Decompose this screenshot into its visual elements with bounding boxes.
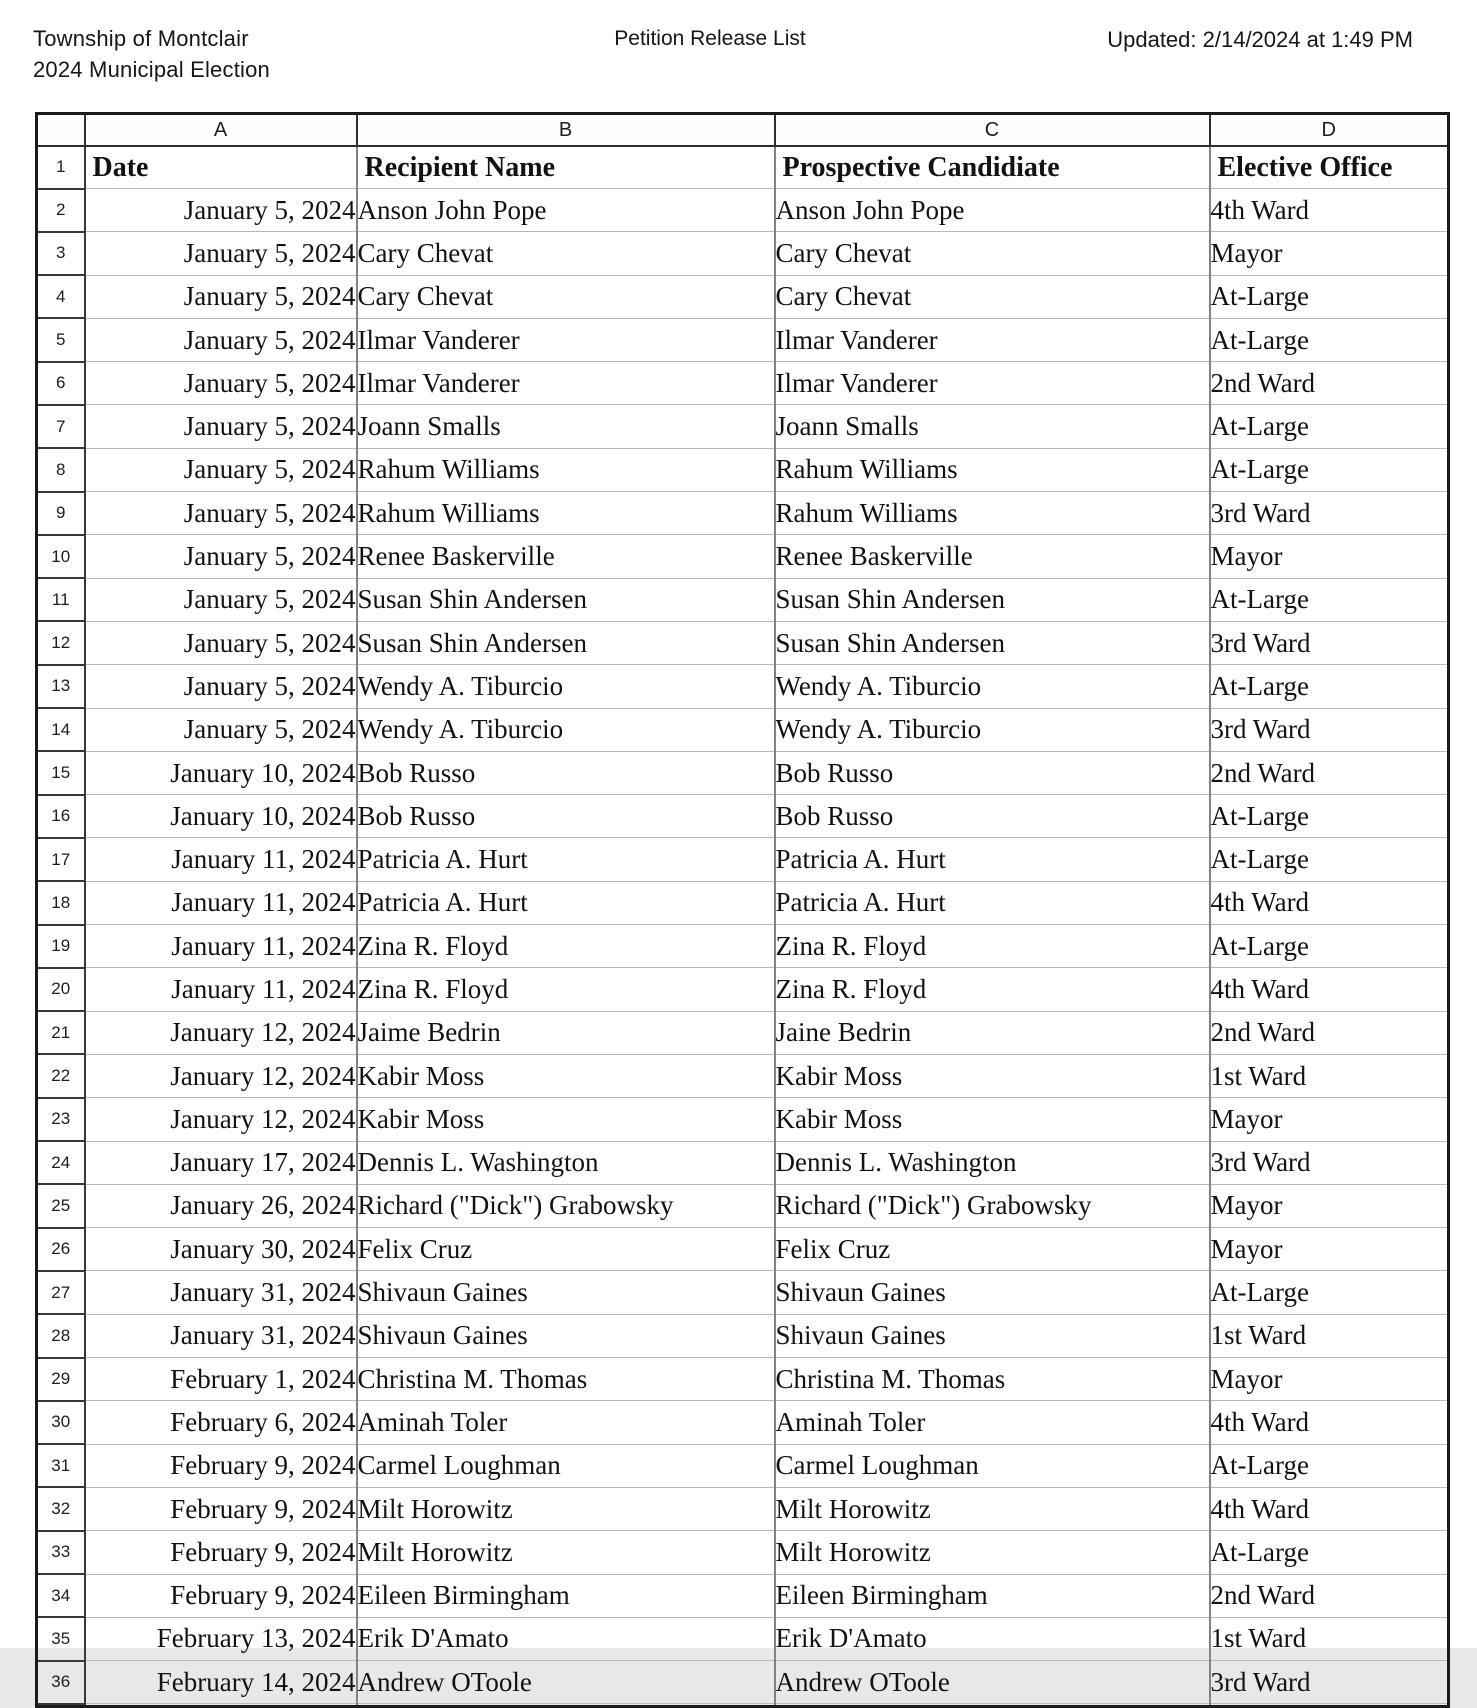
date-cell: February 9, 2024 — [85, 1487, 357, 1530]
table-row — [37, 232, 1449, 275]
row-number-cell: 29 — [37, 1358, 85, 1401]
row-number-cell: 9 — [37, 492, 85, 535]
recipient-cell: Anson John Pope — [357, 189, 775, 232]
recipient-cell: Patricia A. Hurt — [357, 881, 775, 924]
recipient-cell: Kabir Moss — [357, 1054, 775, 1097]
petition-table — [35, 112, 1450, 1708]
office-cell: Mayor — [1210, 1098, 1449, 1141]
row-number-cell: 24 — [37, 1141, 85, 1184]
row-number-cell: 6 — [37, 362, 85, 405]
date-cell: January 12, 2024 — [85, 1098, 357, 1141]
row-number-cell: 2 — [37, 189, 85, 232]
table-row — [37, 1487, 1449, 1530]
empty-partial-row — [37, 1704, 1449, 1707]
candidate-cell: Felix Cruz — [775, 1228, 1210, 1271]
election-name: 2024 Municipal Election — [33, 57, 270, 82]
candidate-cell: Kabir Moss — [775, 1054, 1210, 1097]
date-cell — [85, 1704, 357, 1707]
office-cell: Mayor — [1210, 1358, 1449, 1401]
candidate-cell: Ilmar Vanderer — [775, 362, 1210, 405]
candidate-cell: Andrew OToole — [775, 1661, 1210, 1704]
candidate-cell — [775, 1704, 1210, 1707]
column-letter-b: B — [357, 114, 775, 147]
candidate-cell: Ilmar Vanderer — [775, 318, 1210, 361]
row-number-cell: 4 — [37, 275, 85, 318]
row-number-cell: 25 — [37, 1184, 85, 1227]
candidate-cell: Dennis L. Washington — [775, 1141, 1210, 1184]
date-cell: January 11, 2024 — [85, 838, 357, 881]
date-cell: February 14, 2024 — [85, 1661, 357, 1704]
candidate-cell: Bob Russo — [775, 751, 1210, 794]
row-number-cell: 16 — [37, 795, 85, 838]
row-number-cell: 10 — [37, 535, 85, 578]
table-row — [37, 492, 1449, 535]
candidate-cell: Kabir Moss — [775, 1098, 1210, 1141]
office-cell: At-Large — [1210, 665, 1449, 708]
recipient-cell: Rahum Williams — [357, 492, 775, 535]
candidate-cell: Shivaun Gaines — [775, 1314, 1210, 1357]
table-row — [37, 621, 1449, 664]
office-cell: At-Large — [1210, 1444, 1449, 1487]
table-row — [37, 1358, 1449, 1401]
candidate-cell: Anson John Pope — [775, 189, 1210, 232]
row-number-cell: 26 — [37, 1228, 85, 1271]
row-number-cell: 28 — [37, 1314, 85, 1357]
candidate-cell: Susan Shin Andersen — [775, 621, 1210, 664]
row-number-cell: 8 — [37, 448, 85, 491]
row-number-cell: 14 — [37, 708, 85, 751]
recipient-cell: Rahum Williams — [357, 448, 775, 491]
table-row — [37, 1531, 1449, 1574]
recipient-cell: Carmel Loughman — [357, 1444, 775, 1487]
date-cell: January 5, 2024 — [85, 535, 357, 578]
table-row — [37, 1228, 1449, 1271]
office-cell: 2nd Ward — [1210, 1011, 1449, 1054]
table-row — [37, 362, 1449, 405]
row-number-cell: 33 — [37, 1531, 85, 1574]
row-number-cell: 13 — [37, 665, 85, 708]
date-cell: January 10, 2024 — [85, 751, 357, 794]
table-row — [37, 1271, 1449, 1314]
recipient-cell: Susan Shin Andersen — [357, 578, 775, 621]
candidate-cell: Zina R. Floyd — [775, 968, 1210, 1011]
candidate-cell: Milt Horowitz — [775, 1487, 1210, 1530]
table-row — [37, 448, 1449, 491]
row-number-cell: 11 — [37, 578, 85, 621]
updated-timestamp: Updated: 2/14/2024 at 1:49 PM — [1107, 27, 1413, 52]
row-number-cell: 15 — [37, 751, 85, 794]
office-cell: At-Large — [1210, 578, 1449, 621]
row-number-cell: 35 — [37, 1617, 85, 1660]
recipient-cell: Richard ("Dick") Grabowsky — [357, 1184, 775, 1227]
row-number-cell: 5 — [37, 318, 85, 361]
row-number-cell: 19 — [37, 925, 85, 968]
candidate-cell: Wendy A. Tiburcio — [775, 665, 1210, 708]
row-number-cell: 23 — [37, 1098, 85, 1141]
recipient-cell: Bob Russo — [357, 751, 775, 794]
office-cell: At-Large — [1210, 838, 1449, 881]
recipient-cell: Eileen Birmingham — [357, 1574, 775, 1617]
date-cell: January 26, 2024 — [85, 1184, 357, 1227]
recipient-cell: Felix Cruz — [357, 1228, 775, 1271]
date-cell: January 10, 2024 — [85, 795, 357, 838]
table-row — [37, 1098, 1449, 1141]
table-row — [37, 1184, 1449, 1227]
recipient-cell: Kabir Moss — [357, 1098, 775, 1141]
date-cell: January 5, 2024 — [85, 275, 357, 318]
candidate-cell: Rahum Williams — [775, 492, 1210, 535]
row-number-cell: 3 — [37, 232, 85, 275]
row-number-cell: 31 — [37, 1444, 85, 1487]
date-cell: January 5, 2024 — [85, 405, 357, 448]
table-row — [37, 665, 1449, 708]
recipient-cell: Renee Baskerville — [357, 535, 775, 578]
table-row — [37, 925, 1449, 968]
office-cell: At-Large — [1210, 275, 1449, 318]
recipient-cell: Patricia A. Hurt — [357, 838, 775, 881]
recipient-cell: Shivaun Gaines — [357, 1314, 775, 1357]
candidate-cell: Carmel Loughman — [775, 1444, 1210, 1487]
recipient-cell: Jaime Bedrin — [357, 1011, 775, 1054]
date-cell: February 9, 2024 — [85, 1444, 357, 1487]
office-cell — [1210, 1704, 1449, 1707]
office-cell: 4th Ward — [1210, 1487, 1449, 1530]
table-row — [37, 838, 1449, 881]
column-letter-d: D — [1210, 114, 1449, 147]
table-row — [37, 708, 1449, 751]
office-cell: 3rd Ward — [1210, 1661, 1449, 1704]
date-cell: January 5, 2024 — [85, 232, 357, 275]
column-letter-c: C — [775, 114, 1210, 147]
recipient-cell: Erik D'Amato — [357, 1617, 775, 1660]
date-cell: January 5, 2024 — [85, 492, 357, 535]
office-cell: 3rd Ward — [1210, 621, 1449, 664]
row-number-cell: 27 — [37, 1271, 85, 1314]
recipient-cell: Cary Chevat — [357, 275, 775, 318]
table-row — [37, 1011, 1449, 1054]
office-cell: 3rd Ward — [1210, 492, 1449, 535]
recipient-cell — [357, 1704, 775, 1707]
office-cell: 4th Ward — [1210, 1401, 1449, 1444]
candidate-cell: Jaine Bedrin — [775, 1011, 1210, 1054]
date-cell: January 5, 2024 — [85, 665, 357, 708]
date-cell: January 30, 2024 — [85, 1228, 357, 1271]
office-cell: Mayor — [1210, 232, 1449, 275]
row-number-cell: 17 — [37, 838, 85, 881]
recipient-cell: Wendy A. Tiburcio — [357, 665, 775, 708]
candidate-cell: Cary Chevat — [775, 232, 1210, 275]
office-cell: 3rd Ward — [1210, 708, 1449, 751]
candidate-cell: Zina R. Floyd — [775, 925, 1210, 968]
candidate-cell: Shivaun Gaines — [775, 1271, 1210, 1314]
candidate-cell: Joann Smalls — [775, 405, 1210, 448]
column-letter-row — [37, 114, 1449, 147]
row-number-cell: 36 — [37, 1661, 85, 1704]
date-cell: January 5, 2024 — [85, 621, 357, 664]
recipient-cell: Cary Chevat — [357, 232, 775, 275]
row-number-cell: 22 — [37, 1054, 85, 1097]
recipient-cell: Milt Horowitz — [357, 1531, 775, 1574]
document-org-block — [33, 23, 270, 85]
column-letter-a: A — [85, 114, 357, 147]
header-row-number: 1 — [37, 146, 85, 189]
office-cell: 2nd Ward — [1210, 362, 1449, 405]
row-number-cell: 34 — [37, 1574, 85, 1617]
recipient-cell: Zina R. Floyd — [357, 968, 775, 1011]
recipient-cell: Joann Smalls — [357, 405, 775, 448]
row-number-cell: 32 — [37, 1487, 85, 1530]
table-row — [37, 1054, 1449, 1097]
page-title: Petition Release List — [614, 27, 806, 50]
office-cell: 1st Ward — [1210, 1054, 1449, 1097]
org-name: Township of Montclair — [33, 26, 249, 51]
candidate-cell: Patricia A. Hurt — [775, 881, 1210, 924]
date-cell: February 9, 2024 — [85, 1574, 357, 1617]
candidate-cell: Susan Shin Andersen — [775, 578, 1210, 621]
office-cell: At-Large — [1210, 405, 1449, 448]
recipient-cell: Zina R. Floyd — [357, 925, 775, 968]
date-cell: January 12, 2024 — [85, 1054, 357, 1097]
recipient-cell: Christina M. Thomas — [357, 1358, 775, 1401]
table-row — [37, 1617, 1449, 1660]
candidate-cell: Wendy A. Tiburcio — [775, 708, 1210, 751]
header-candidate: Prospective Candidiate — [775, 146, 1210, 189]
table-row — [37, 1574, 1449, 1617]
table-row — [37, 189, 1449, 232]
office-cell: 1st Ward — [1210, 1314, 1449, 1357]
header-date: Date — [85, 146, 357, 189]
date-cell: January 31, 2024 — [85, 1314, 357, 1357]
candidate-cell: Cary Chevat — [775, 275, 1210, 318]
date-cell: January 5, 2024 — [85, 318, 357, 361]
recipient-cell: Aminah Toler — [357, 1401, 775, 1444]
date-cell: January 17, 2024 — [85, 1141, 357, 1184]
office-cell: Mayor — [1210, 535, 1449, 578]
recipient-cell: Susan Shin Andersen — [357, 621, 775, 664]
candidate-cell: Christina M. Thomas — [775, 1358, 1210, 1401]
date-cell: January 5, 2024 — [85, 448, 357, 491]
table-row — [37, 1141, 1449, 1184]
table-row — [37, 1401, 1449, 1444]
office-cell: Mayor — [1210, 1228, 1449, 1271]
office-cell: 1st Ward — [1210, 1617, 1449, 1660]
office-cell: 2nd Ward — [1210, 1574, 1449, 1617]
date-cell: January 5, 2024 — [85, 362, 357, 405]
date-cell: January 12, 2024 — [85, 1011, 357, 1054]
candidate-cell: Rahum Williams — [775, 448, 1210, 491]
row-number-cell: 12 — [37, 621, 85, 664]
header-row — [37, 146, 1449, 189]
table-row — [37, 535, 1449, 578]
row-number-cell: 7 — [37, 405, 85, 448]
office-cell: At-Large — [1210, 795, 1449, 838]
candidate-cell: Eileen Birmingham — [775, 1574, 1210, 1617]
table-row — [37, 968, 1449, 1011]
candidate-cell: Patricia A. Hurt — [775, 838, 1210, 881]
recipient-cell: Shivaun Gaines — [357, 1271, 775, 1314]
candidate-cell: Richard ("Dick") Grabowsky — [775, 1184, 1210, 1227]
row-number-cell — [37, 1704, 85, 1707]
table-row — [37, 1444, 1449, 1487]
date-cell: January 31, 2024 — [85, 1271, 357, 1314]
office-cell: At-Large — [1210, 1271, 1449, 1314]
date-cell: January 5, 2024 — [85, 189, 357, 232]
recipient-cell: Ilmar Vanderer — [357, 318, 775, 361]
office-cell: At-Large — [1210, 1531, 1449, 1574]
date-cell: January 5, 2024 — [85, 578, 357, 621]
office-cell: At-Large — [1210, 318, 1449, 361]
candidate-cell: Aminah Toler — [775, 1401, 1210, 1444]
candidate-cell: Bob Russo — [775, 795, 1210, 838]
recipient-cell: Bob Russo — [357, 795, 775, 838]
table-row — [37, 1661, 1449, 1704]
row-number-cell: 18 — [37, 881, 85, 924]
date-cell: January 11, 2024 — [85, 925, 357, 968]
candidate-cell: Milt Horowitz — [775, 1531, 1210, 1574]
recipient-cell: Dennis L. Washington — [357, 1141, 775, 1184]
candidate-cell: Erik D'Amato — [775, 1617, 1210, 1660]
corner-cell — [37, 114, 85, 147]
recipient-cell: Milt Horowitz — [357, 1487, 775, 1530]
table-row — [37, 751, 1449, 794]
date-cell: February 1, 2024 — [85, 1358, 357, 1401]
date-cell: February 13, 2024 — [85, 1617, 357, 1660]
recipient-cell: Wendy A. Tiburcio — [357, 708, 775, 751]
table-row — [37, 1314, 1449, 1357]
table-body — [37, 189, 1449, 1704]
recipient-cell: Ilmar Vanderer — [357, 362, 775, 405]
table-row — [37, 578, 1449, 621]
table-row — [37, 795, 1449, 838]
office-cell: 4th Ward — [1210, 189, 1449, 232]
date-cell: February 6, 2024 — [85, 1401, 357, 1444]
row-number-cell: 21 — [37, 1011, 85, 1054]
office-cell: 2nd Ward — [1210, 751, 1449, 794]
office-cell: 4th Ward — [1210, 968, 1449, 1011]
office-cell: 4th Ward — [1210, 881, 1449, 924]
row-number-cell: 30 — [37, 1401, 85, 1444]
office-cell: 3rd Ward — [1210, 1141, 1449, 1184]
header-recipient: Recipient Name — [357, 146, 775, 189]
header-office: Elective Office — [1210, 146, 1449, 189]
table-row — [37, 275, 1449, 318]
candidate-cell: Renee Baskerville — [775, 535, 1210, 578]
office-cell: At-Large — [1210, 925, 1449, 968]
office-cell: Mayor — [1210, 1184, 1449, 1227]
table-row — [37, 405, 1449, 448]
row-number-cell: 20 — [37, 968, 85, 1011]
table-row — [37, 318, 1449, 361]
recipient-cell: Andrew OToole — [357, 1661, 775, 1704]
date-cell: February 9, 2024 — [85, 1531, 357, 1574]
office-cell: At-Large — [1210, 448, 1449, 491]
table-row — [37, 881, 1449, 924]
date-cell: January 11, 2024 — [85, 968, 357, 1011]
date-cell: January 11, 2024 — [85, 881, 357, 924]
date-cell: January 5, 2024 — [85, 708, 357, 751]
